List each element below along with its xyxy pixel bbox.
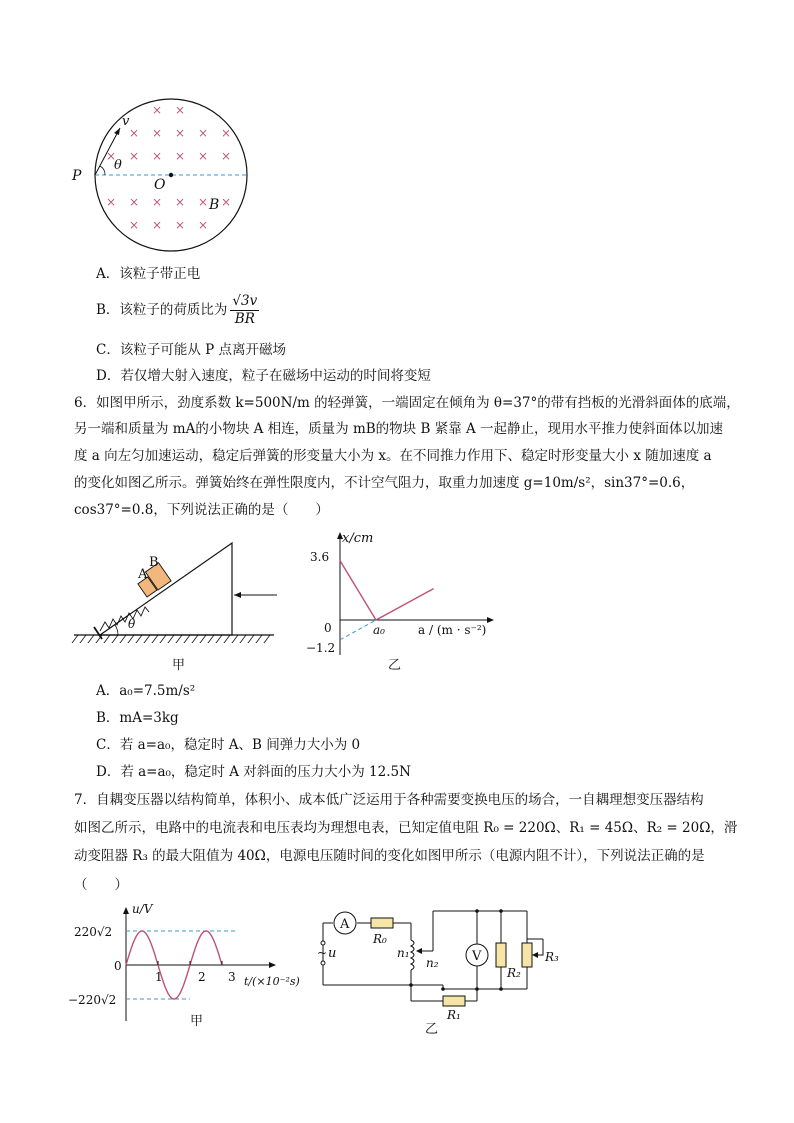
x-axis-arrowhead (487, 617, 494, 623)
field-cross: × (175, 103, 186, 117)
rheostat-slider-arrowhead (532, 952, 538, 958)
label-v: v (122, 114, 130, 129)
field-cross: × (129, 195, 140, 209)
q5-option-d: D．若仅增大射入速度，粒子在磁场中运动的时间将变短 (96, 368, 431, 384)
hatch-line (144, 635, 150, 643)
center-point (169, 173, 173, 177)
label-theta: θ (128, 617, 136, 631)
field-cross: × (221, 126, 232, 140)
push-force-arrowhead (234, 592, 241, 598)
field-cross: × (152, 218, 163, 232)
hatch-line (152, 635, 158, 643)
y-axis-label: u/V (132, 902, 153, 916)
field-cross: × (106, 195, 117, 209)
hatch-line (240, 635, 246, 643)
rheostat-slider (534, 939, 543, 955)
charge-mass-ratio-fraction (230, 293, 259, 328)
hatch-line (168, 635, 174, 643)
field-cross: × (175, 126, 186, 140)
q6-stem-line-3: 度 a 向左匀加速运动，稳定后弹簧的形变量大小为 x。在不同推力作用下、稳定时形变量大小 x 随加速度 a (74, 448, 712, 464)
label-O: O (154, 177, 166, 193)
q6-option-c: C．若 a=a₀，稳定时 A、B 间弹力大小为 0 (96, 737, 361, 753)
hatch-line (88, 635, 94, 643)
field-cross: × (175, 149, 186, 163)
label-R1: R₁ (447, 1008, 461, 1022)
x-axis-arrowhead (269, 962, 276, 968)
extension-dashed-line (340, 620, 376, 640)
hatch-line (256, 635, 262, 643)
field-cross: × (152, 149, 163, 163)
resistor-R1 (443, 996, 465, 1006)
hatch-line (112, 635, 118, 643)
transformer-coil (411, 940, 414, 970)
field-cross: × (198, 126, 209, 140)
hatch-line (232, 635, 238, 643)
field-cross: × (198, 218, 209, 232)
label-A: A (138, 567, 148, 582)
origin-label: 0 (324, 621, 332, 635)
x-axis-label: t/(×10⁻²s) (244, 975, 300, 988)
fraction-numerator: √3v (232, 293, 258, 309)
field-cross: × (198, 149, 209, 163)
q6-option-a: A．a₀=7.5m/s² (96, 683, 196, 699)
hatch-line (160, 635, 166, 643)
label-B: B (149, 555, 159, 570)
q7-voltage-graph (68, 903, 308, 1043)
q6-stem-line-4: 的变化如图乙所示。弹簧始终在弹性限度内，不计空气阻力，取重力加速度 g=10m/s²，sin37°=0.6， (74, 475, 695, 491)
label-n1: n₁ (397, 946, 410, 960)
label-R0: R₀ (373, 932, 387, 946)
field-cross: × (175, 218, 186, 232)
tick-label-2: 2 (198, 970, 206, 984)
hatch-line (120, 635, 126, 643)
tap-arrowhead (416, 948, 422, 954)
q6-stem-line-1: 6．如图甲所示，劲度系数 k=500N/m 的轻弹簧，一端固定在倾角为 θ=37°的带有挡板的光滑斜面体的底端， (74, 395, 740, 411)
origin-label: 0 (114, 959, 122, 973)
q6-option-b: B．mA=3kg (96, 710, 179, 726)
theta-arc (100, 166, 105, 175)
field-cross: × (106, 149, 117, 163)
q6-incline-figure (72, 535, 292, 675)
tick-label-3: 3 (228, 970, 236, 984)
rising-line (376, 589, 434, 620)
tick-label-1: 1 (155, 970, 163, 984)
source-terminal-bottom (321, 961, 325, 965)
q7-stem-line-2: 如图乙所示，电路中的电流表和电压表均为理想电表，已知定值电阻 R₀ = 220Ω、R₁ = 45Ω、R₂ = 20Ω，滑 (74, 820, 738, 836)
source-terminal-top (321, 941, 325, 945)
trough-value-label: −220√2 (68, 993, 117, 1007)
tick-label-3.6: 3.6 (310, 550, 330, 564)
y-axis-label: x/cm (342, 531, 374, 546)
label-B: B (209, 197, 220, 213)
hatch-line (128, 635, 134, 643)
q6-stem-line-5: cos37°=0.8，下列说法正确的是（ ） (74, 502, 329, 518)
q7-stem-line-3: 动变阻器 R₃ 的最大阻值为 40Ω，电源电压随时间的变化如图甲所示（电源内阻不计），下列说法正确的是 (74, 848, 705, 864)
hatch-line (248, 635, 254, 643)
resistor-R0 (371, 918, 393, 928)
field-cross: × (152, 103, 163, 117)
ammeter-label: A (340, 917, 350, 932)
hatch-line (80, 635, 86, 643)
hatch-line (176, 635, 182, 643)
theta-arc (115, 625, 118, 635)
field-cross: × (129, 126, 140, 140)
field-cross: × (221, 195, 232, 209)
label-P: P (72, 168, 82, 184)
rheostat-R3 (522, 943, 532, 967)
q6-option-d: D．若 a=a₀，稳定时 A 对斜面的压力大小为 12.5N (96, 764, 411, 780)
tick-label-a0: a₀ (373, 623, 385, 637)
velocity-arrowhead (114, 128, 120, 135)
hatch-line (136, 635, 142, 643)
q5-magnetic-field-figure (70, 95, 270, 270)
field-cross: × (221, 149, 232, 163)
hatch-line (208, 635, 214, 643)
q5-option-c: C．该粒子可能从 P 点离开磁场 (96, 342, 286, 358)
field-cross: × (175, 195, 186, 209)
label-theta: θ (114, 158, 122, 173)
source-tilde: ~ (317, 946, 328, 960)
hatch-line (264, 635, 270, 643)
hatch-line (184, 635, 190, 643)
hatch-line (192, 635, 198, 643)
field-cross: × (152, 126, 163, 140)
q5-option-b (96, 293, 259, 328)
incline-body (100, 543, 232, 635)
hatch-line (72, 635, 78, 643)
q6-x-a-graph (300, 528, 500, 678)
label-R2: R₂ (507, 966, 521, 980)
q6-stem-line-2: 另一端和质量为 mA的小物块 A 相连，质量为 mB的物块 B 紧靠 A 一起静止，现用水平推力使斜面体以加速 (74, 421, 724, 437)
x-axis-label: a / (m · s⁻²) (418, 623, 487, 637)
caption-yi: 乙 (425, 1022, 439, 1037)
resistor-R2 (496, 943, 506, 967)
voltmeter-label: V (472, 949, 482, 964)
spring (100, 607, 149, 631)
q7-circuit-diagram (315, 905, 575, 1040)
field-cross: × (152, 195, 163, 209)
source-label-u: u (328, 946, 337, 961)
caption-yi: 乙 (388, 658, 402, 673)
fraction-denominator: BR (234, 310, 255, 327)
tick-label-neg-1.2: −1.2 (306, 641, 336, 655)
q5-option-a: A．该粒子带正电 (96, 266, 201, 282)
hatch-line (104, 635, 110, 643)
q5-option-b-prefix: B．该粒子的荷质比为 (96, 301, 228, 318)
falling-line (340, 561, 376, 620)
hatch-line (200, 635, 206, 643)
y-axis-arrowhead (123, 907, 129, 914)
caption-jia: 甲 (190, 1014, 204, 1029)
caption-jia: 甲 (172, 658, 186, 673)
q7-stem-line-4: （ ） (74, 877, 128, 893)
label-n2: n₂ (426, 956, 439, 970)
field-cross: × (129, 149, 140, 163)
q7-stem-line-1: 7．自耦变压器以结构简单，体积小、成本低广泛运用于各种需要变换电压的场合，一自耦理想变压器结构 (74, 792, 704, 808)
label-R3: R₃ (545, 950, 559, 964)
hatch-line (216, 635, 222, 643)
field-cross: × (198, 195, 209, 209)
peak-value-label: 220√2 (74, 925, 113, 939)
hatch-line (224, 635, 230, 643)
junction-dots (409, 909, 503, 991)
field-cross: × (129, 218, 140, 232)
